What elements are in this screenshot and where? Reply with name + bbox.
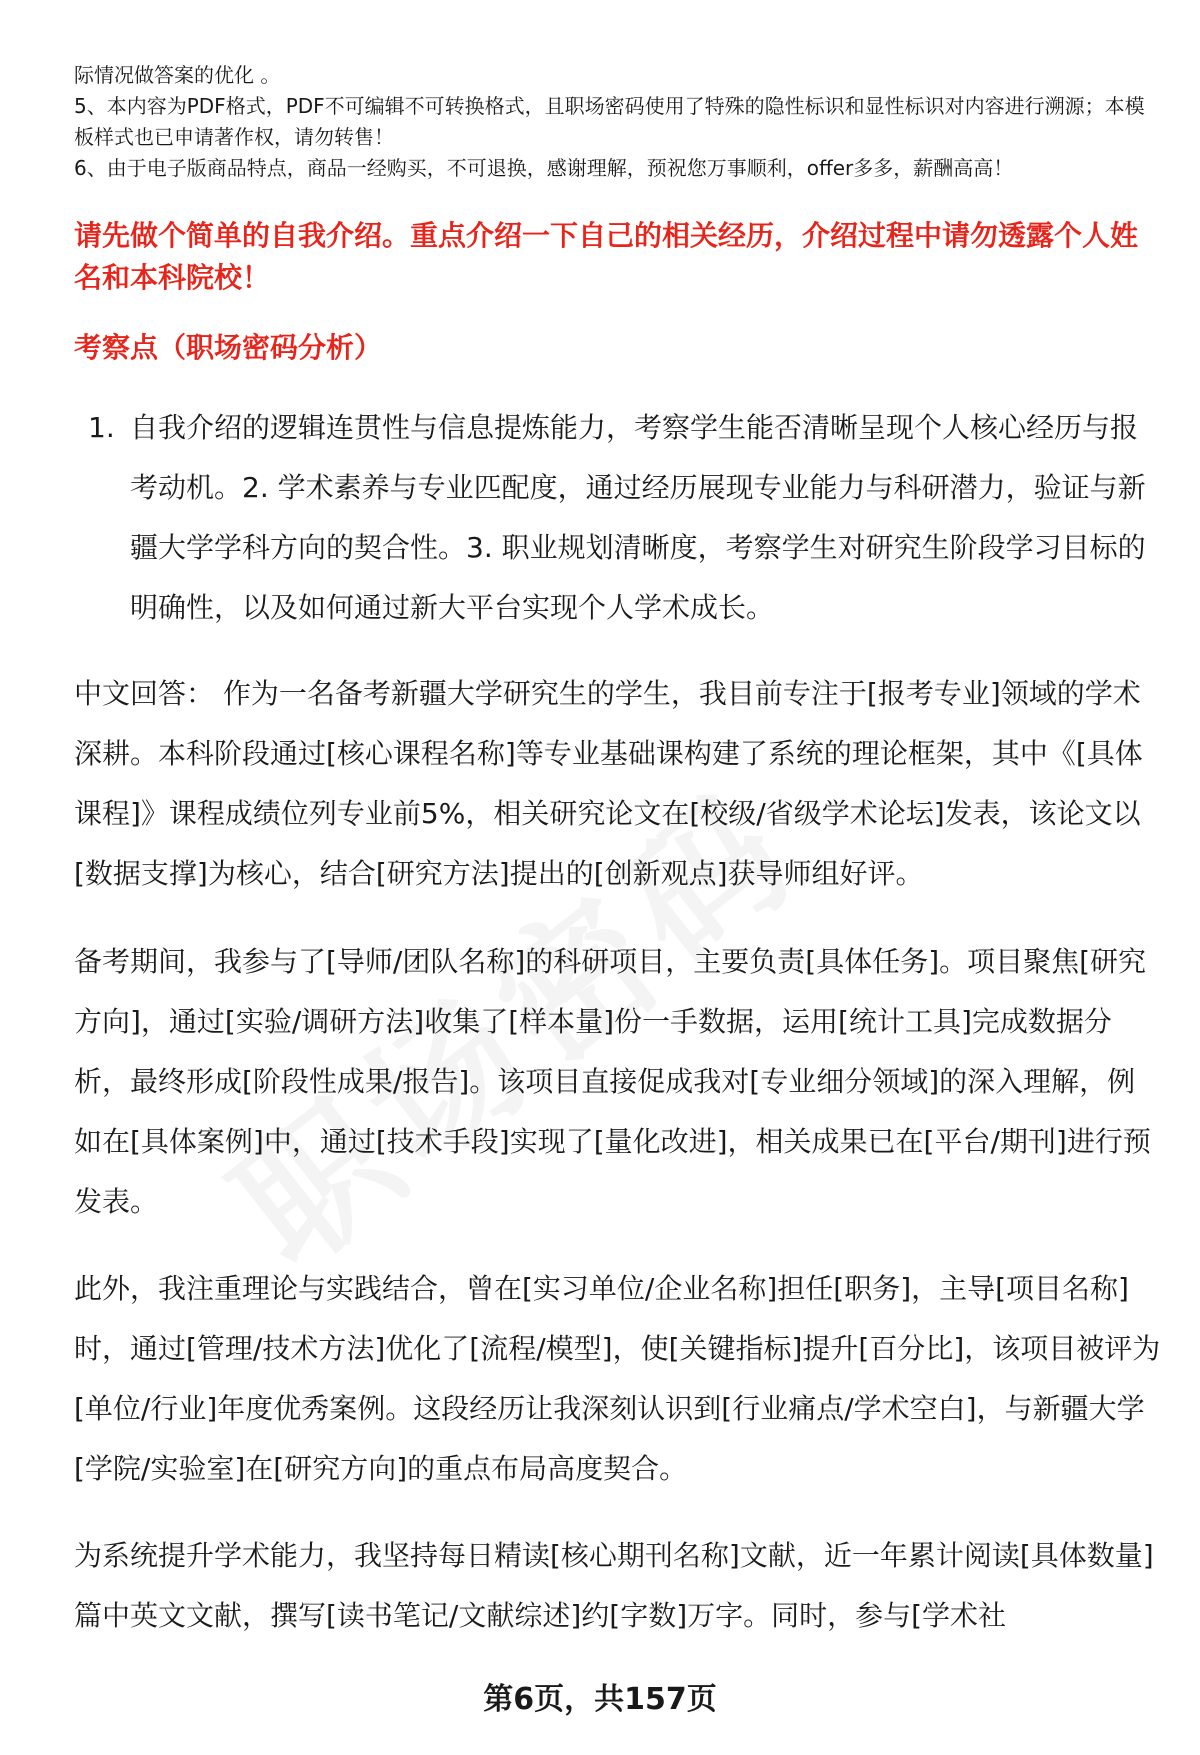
answer-paragraph-1: 中文回答： 作为一名备考新疆大学研究生的学生，我目前专注于[报考专业]领域的学术深耕。本科阶段通过[核心课程名称]等专业基础课构建了系统的理论框架，其中《[具体课程]》课程成绩位列专业前5%，相关研究论文在[校级/省级学术论坛]发表，该论文以[数据支撑]为核心，结合[研究方法]提出的[创新观点]获导师组好评。 bbox=[74, 677, 1143, 890]
list-item-text: 自我介绍的逻辑连贯性与信息提炼能力，考察学生能否清晰呈现个人核心经历与报考动机。2. 学术素养与专业匹配度，通过经历展现专业能力与科研潜力，验证与新疆大学学科方向的契合性。3. 职业规划清晰度，考察学生对研究生阶段学习目标的明确性，以及如何通过新大平台实现个人学术成长。 bbox=[130, 411, 1146, 624]
list-item-number: 1. bbox=[88, 411, 115, 444]
note-line: 6、由于电子版商品特点，商品一经购买，不可退换，感谢理解，预祝您万事顺利，offer多多，薪酬高高！ bbox=[74, 156, 1014, 180]
page-footer: 第6页，共157页 bbox=[483, 1682, 717, 1717]
answer-paragraph-2: 备考期间，我参与了[导师/团队名称]的科研项目，主要负责[具体任务]。项目聚焦[研究方向]，通过[实验/调研方法]收集了[样本量]份一手数据，运用[统计工具]完成数据分析，最终形成[阶段性成果/报告]。该项目直接促成我对[专业细分领域]的深入理解，例如在[具体案例]中，通过[技术手段]实现了[量化改进]，相关成果已在[平台/期刊]进行预发表。 bbox=[74, 945, 1151, 1218]
note-line: 5、本内容为PDF格式，PDF不可编辑不可转换格式，且职场密码使用了特殊的隐性标识和显性标识对内容进行溯源；本模板样式也已申请著作权，请勿转售！ bbox=[74, 94, 1145, 149]
list-item bbox=[82, 398, 1162, 638]
answer-paragraph-4: 为系统提升学术能力，我坚持每日精读[核心期刊名称]文献，近一年累计阅读[具体数量]篇中英文文献，撰写[读书笔记/文献综述]约[字数]万字。同时，参与[学术社 bbox=[74, 1539, 1154, 1632]
notes-block bbox=[74, 60, 1164, 184]
answer-paragraph-3: 此外，我注重理论与实践结合，曾在[实习单位/企业名称]担任[职务]，主导[项目名称]时，通过[管理/技术方法]优化了[流程/模型]，使[关键指标]提升[百分比]，该项目被评为[单位/行业]年度优秀案例。这段经历让我深刻认识到[行业痛点/学术空白]，与新疆大学[学院/实验室]在[研究方向]的重点布局高度契合。 bbox=[74, 1272, 1161, 1485]
interview-question: 请先做个简单的自我介绍。重点介绍一下自己的相关经历，介绍过程中请勿透露个人姓名和本科院校！ bbox=[74, 219, 1139, 294]
assessment-points-list bbox=[82, 398, 1162, 638]
section-title: 考察点（职场密码分析） bbox=[74, 331, 383, 364]
note-line: 际情况做答案的优化 。 bbox=[74, 63, 281, 87]
